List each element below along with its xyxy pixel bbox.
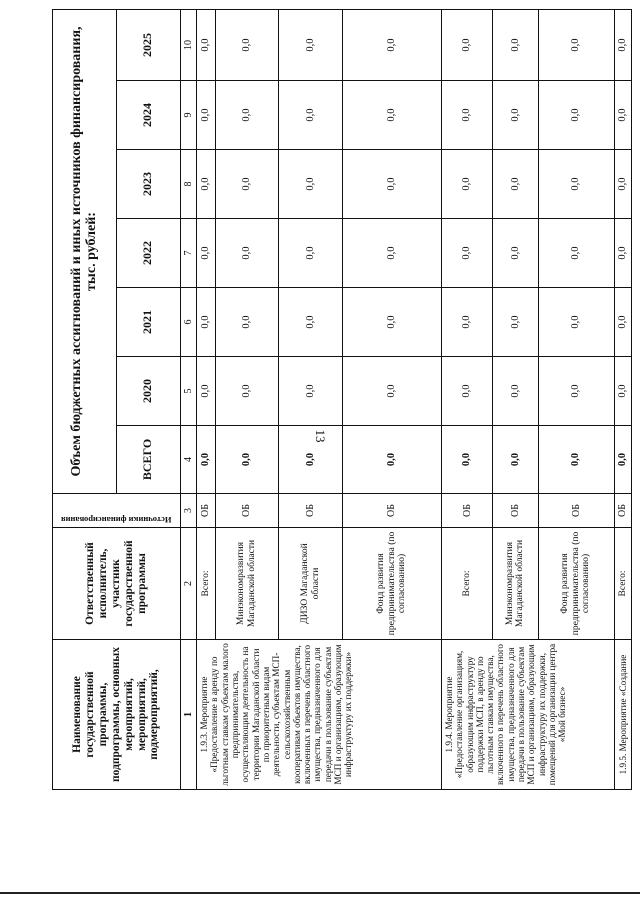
executor-cell: Минэкономразвития Магаданской области [493,528,538,640]
header-year: 2022 [116,219,180,288]
value-cell: 0,0 [441,357,492,426]
header-executor: Ответственный исполнитель, участник государственной программы [53,528,181,640]
column-number: 4 [180,426,197,494]
value-cell: 0,0 [215,357,279,426]
value-cell: 0,0 [343,219,442,288]
value-cell: 0,0 [197,81,216,150]
value-cell: 0,0 [441,10,492,81]
source-cell: ОБ [343,494,442,528]
source-cell: ОБ [197,494,216,528]
value-cell: 0,0 [614,81,631,150]
value-cell: 0,0 [538,288,614,357]
header-total: ВСЕГО [116,426,180,494]
executor-cell: Всего: [614,528,631,640]
budget-table [52,9,632,790]
column-number-row [180,10,197,790]
budget-table-wrapper [52,10,632,790]
value-cell: 0,0 [441,81,492,150]
column-number: 7 [180,219,197,288]
column-number: 5 [180,357,197,426]
executor-cell: Фонд развития предпринимательства (по согласованию) [538,528,614,640]
value-cell: 0,0 [614,10,631,81]
measure-1-9-4-name: 1.9.4. Мероприятие «Предоставление организациям, образующим инфраструктуру поддержки МСП, в аренду по льготным ставкам имущества, включенного в перечень областного имущества, предназначенного для передачи в пользование субъектам МСП и организациям, образующим инфраструктуру их поддержки, помещений для организации центра «Мой бизнес» [441,640,614,790]
value-cell: 0,0 [538,357,614,426]
value-cell: 0,0 [441,150,492,219]
column-number: 10 [180,10,197,81]
value-cell: 0,0 [279,81,343,150]
value-cell: 0,0 [538,150,614,219]
value-cell: 0,0 [614,219,631,288]
source-cell: ОБ [493,494,538,528]
header-source [53,494,181,528]
value-cell: 0,0 [279,357,343,426]
measure-1-9-5-name: 1.9.5. Мероприятие «Создание [614,640,631,790]
value-cell: 0,0 [215,150,279,219]
value-cell: 0,0 [215,219,279,288]
value-cell: 0,0 [538,81,614,150]
value-cell: 0,0 [197,10,216,81]
value-cell: 0,0 [215,288,279,357]
source-cell: ОБ [538,494,614,528]
value-cell: 0,0 [493,219,538,288]
header-year: 2025 [116,10,180,81]
table-row [197,10,216,790]
source-cell: ОБ [215,494,279,528]
value-cell: 0,0 [197,357,216,426]
table-row [614,10,631,790]
value-cell: 0,0 [614,357,631,426]
value-cell: 0,0 [441,219,492,288]
value-cell: 0,0 [343,10,442,81]
source-cell: ОБ [614,494,631,528]
column-number: 3 [180,494,197,528]
value-cell: 0,0 [493,10,538,81]
executor-cell: Всего: [197,528,216,640]
header-year: 2024 [116,81,180,150]
value-cell: 0,0 [493,150,538,219]
value-total: 0,0 [279,426,343,494]
value-cell: 0,0 [493,81,538,150]
header-source-text: Источники финансирования [61,515,172,525]
value-cell: 0,0 [279,219,343,288]
value-cell: 0,0 [197,288,216,357]
bottom-scan-edge [0,892,640,894]
value-total: 0,0 [493,426,538,494]
value-cell: 0,0 [279,150,343,219]
header-year: 2023 [116,150,180,219]
value-cell: 0,0 [538,10,614,81]
value-cell: 0,0 [343,81,442,150]
header-year: 2021 [116,288,180,357]
value-total: 0,0 [441,426,492,494]
header-name: Наименование государственной программы, подпрограммы, основных мероприятий, мероприятий, подмероприятий, [53,640,181,790]
source-cell: ОБ [441,494,492,528]
executor-cell: Минэкономразвития Магаданской области [215,528,279,640]
measure-1-9-3-name: 1.9.3. Мероприятие «Предоставление в аренду по льготным ставкам субъектам малого предпринимательства, осуществляющим деятельность на территории Магаданской области по приоритетным видам деятельности, субъектам МСП-сельскохозяйственным кооперативам объектов имущества, включенных в перечень областного имущества, предназначенного для передачи в пользование субъектам МСП и организациям, образующим инфраструктуру их поддержки» [197,640,442,790]
value-cell: 0,0 [493,288,538,357]
value-total: 0,0 [614,426,631,494]
value-cell: 0,0 [279,288,343,357]
value-total: 0,0 [197,426,216,494]
header-funding: Объем бюджетных ассигнований и иных источников финансирования, тыс. рублей: [53,10,117,494]
value-cell: 0,0 [493,357,538,426]
column-number: 2 [180,528,197,640]
column-number: 1 [180,640,197,790]
value-cell: 0,0 [343,150,442,219]
value-cell: 0,0 [215,10,279,81]
value-cell: 0,0 [343,357,442,426]
executor-cell: Всего: [441,528,492,640]
value-cell: 0,0 [538,219,614,288]
value-cell: 0,0 [197,219,216,288]
table-row [441,10,492,790]
value-cell: 0,0 [614,288,631,357]
executor-cell: ДИЗО Магаданской области [279,528,343,640]
value-cell: 0,0 [614,150,631,219]
value-cell: 0,0 [197,150,216,219]
column-number: 6 [180,288,197,357]
value-cell: 0,0 [343,288,442,357]
column-number: 8 [180,150,197,219]
header-year: 2020 [116,357,180,426]
value-total: 0,0 [215,426,279,494]
column-number: 9 [180,81,197,150]
value-cell: 0,0 [441,288,492,357]
value-total: 0,0 [538,426,614,494]
value-cell: 0,0 [215,81,279,150]
page-number: 13 [313,429,328,443]
value-cell: 0,0 [279,10,343,81]
executor-cell: Фонд развития предпринимательства (по согласованию) [343,528,442,640]
value-total: 0,0 [343,426,442,494]
source-cell: ОБ [279,494,343,528]
